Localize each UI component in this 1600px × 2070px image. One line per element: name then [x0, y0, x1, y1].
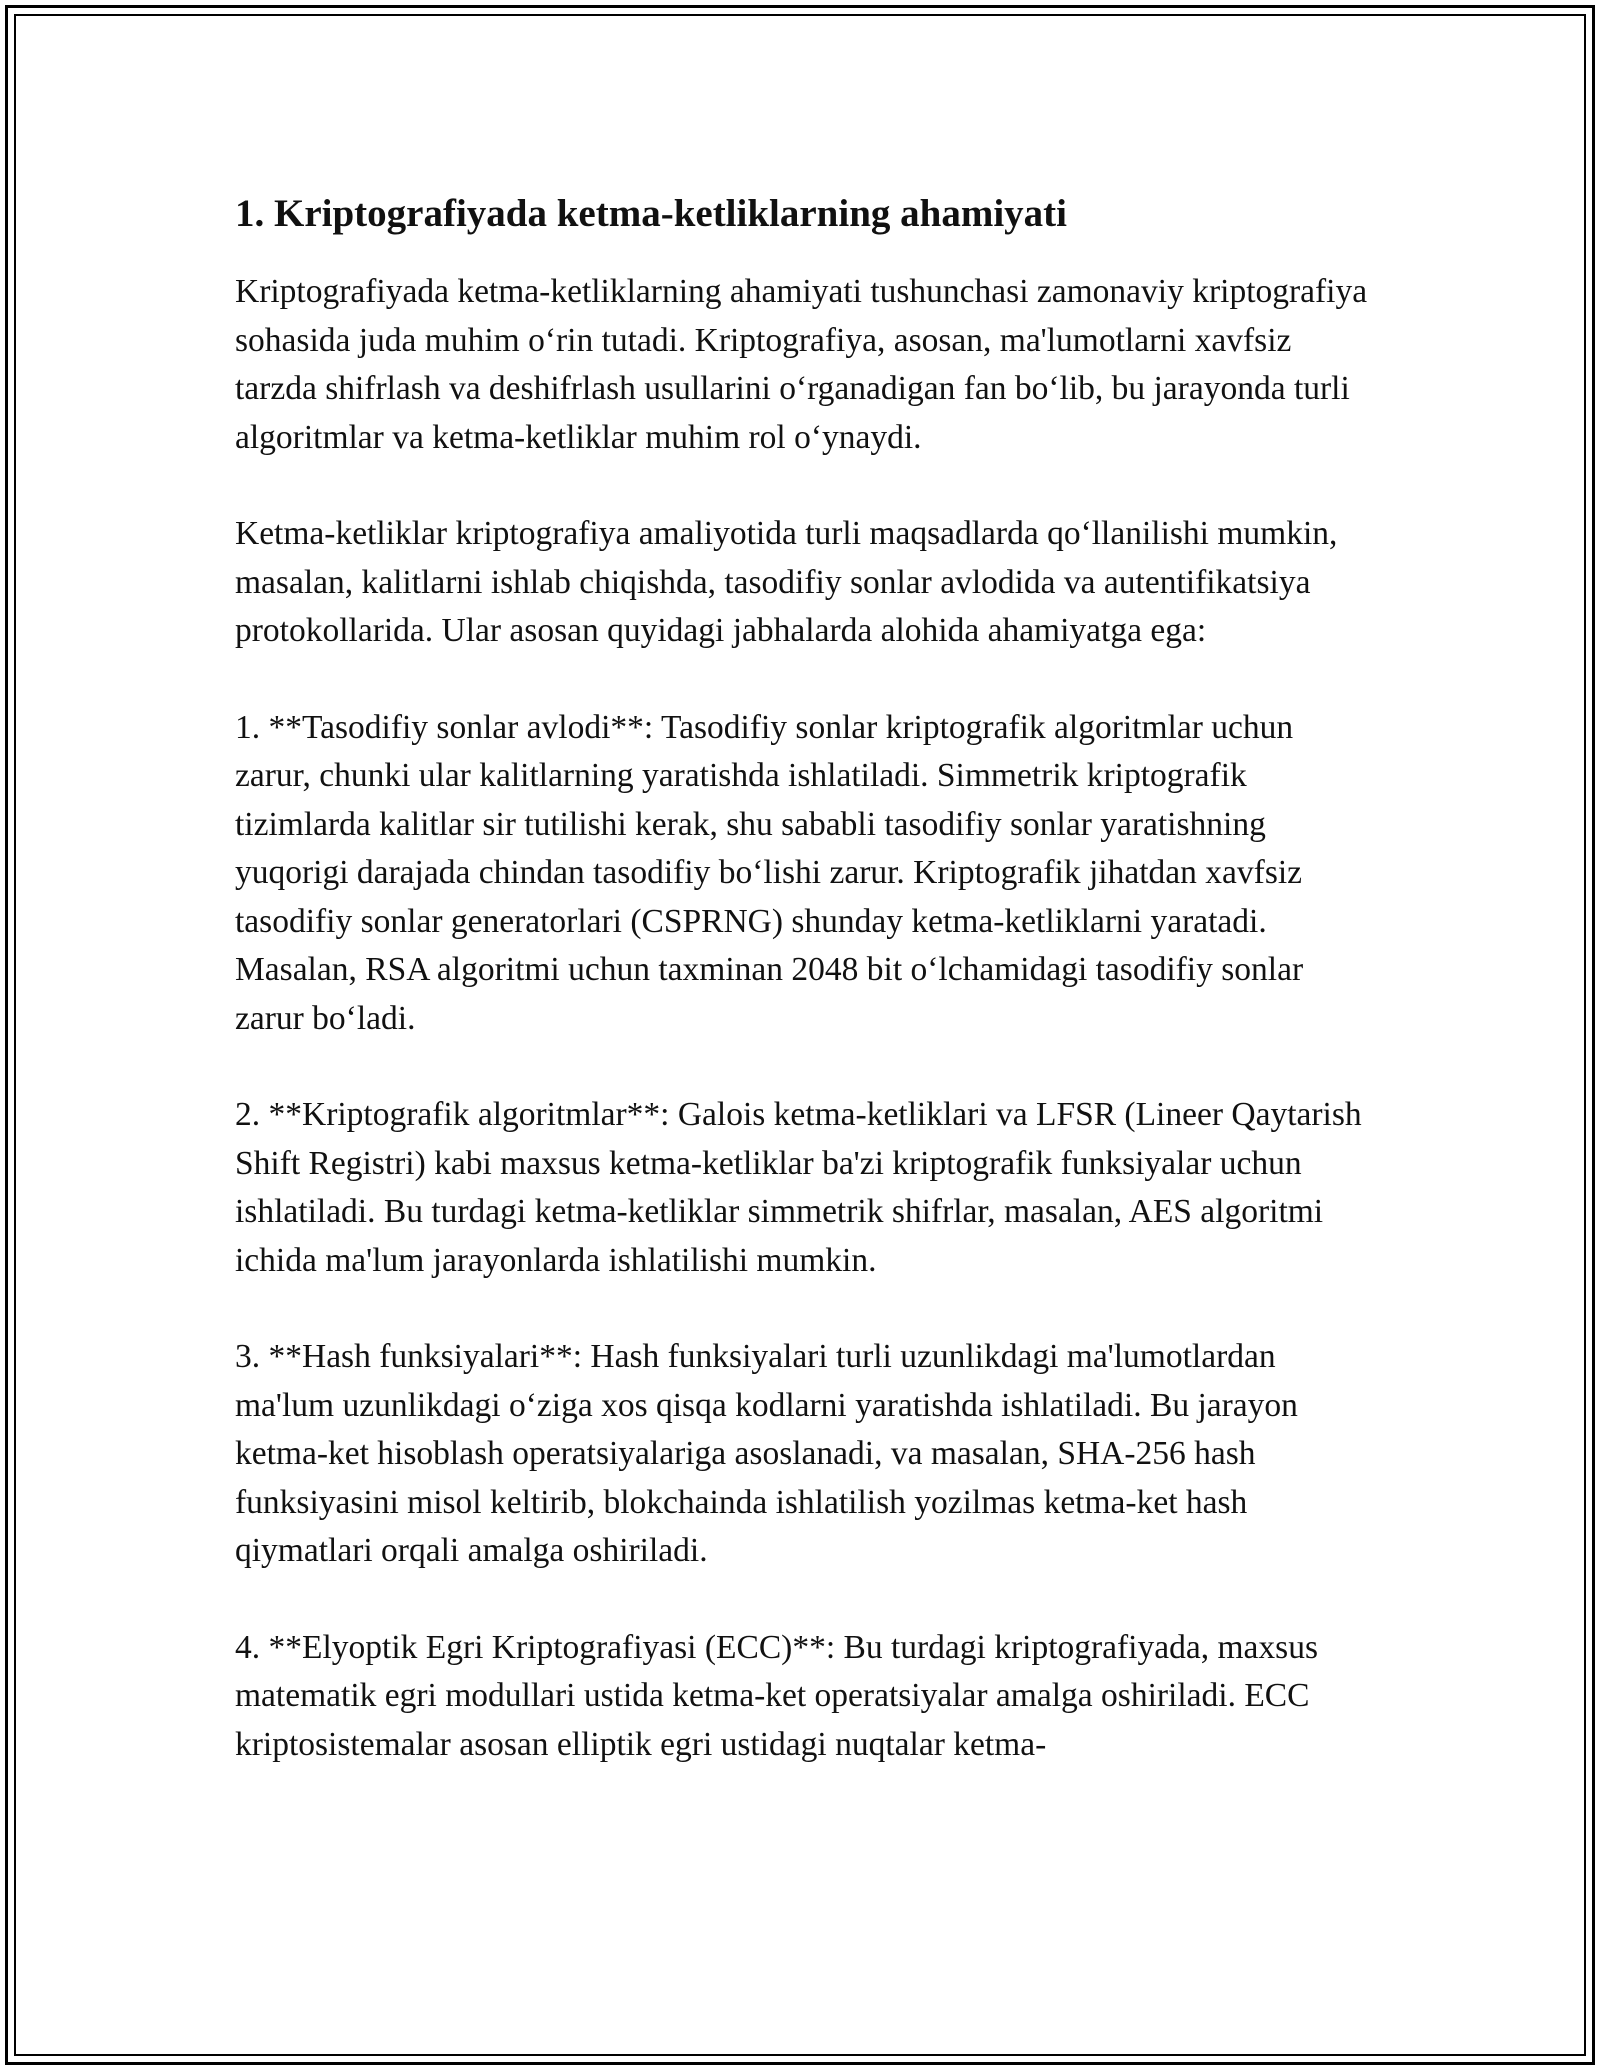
paragraph-item-random-numbers: 1. **Tasodifiy sonlar avlodi**: Tasodifiy sonlar kriptografik algoritmlar uchun zarur, chunki ular kalitlarning yaratishda ishlatiladi. Simmetrik kriptografik tizimlarda kalitlar sir tutilishi kerak, shu sababli tasodifiy sonlar yaratishning yuqorigi darajada chindan tasodifiy boʻlishi zarur. Kriptografik jihatdan xavfsiz tasodifiy sonlar generatorlari (CSPRNG) shunday ketma-ketliklarni yaratadi. Masalan, RSA algoritmi uchun taxminan 2048 bit oʻlchamidagi tasodifiy sonlar zarur boʻladi. — [235, 708, 1304, 1037]
paragraph-usage: Ketma-ketliklar kriptografiya amaliyotida turli maqsadlarda qoʻllanilishi mumkin, masalan, kalitlarni ishlab chiqishda, tasodifiy sonlar avlodida va autentifikatsiya protokollarida. Ular asosan quyidagi jabhalarda alohida ahamiyatga ega: — [235, 515, 1338, 649]
document-body — [235, 186, 1375, 1769]
paragraph-item-crypto-algorithms: 2. **Kriptografik algoritmlar**: Galois ketma-ketliklari va LFSR (Lineer Qaytarish Shift Registri) kabi maxsus ketma-ketliklar ba'zi kriptografik funksiyalar uchun ishlatiladi. Bu turdagi ketma-ketliklar simmetrik shifrlar, masalan, AES algoritmi ichida ma'lum jarayonlarda ishlatilishi mumkin. — [235, 1096, 1362, 1279]
section-heading: 1. Kriptografiyada ketma-ketliklarning ahamiyati — [235, 192, 1067, 235]
paragraph-item-ecc: 4. **Elyoptik Egri Kriptografiyasi (ECC)**: Bu turdagi kriptografiyada, maxsus matematik egri modullari ustida ketma-ket operatsiyalar amalga oshiriladi. ECC kriptosistemalar asosan elliptik egri ustidagi nuqtalar ketma- — [235, 1628, 1318, 1763]
paragraph-item-hash-functions: 3. **Hash funksiyalari**: Hash funksiyalari turli uzunlikdagi ma'lumotlardan ma'lum uzunlikdagi oʻziga xos qisqa kodlarni yaratishda ishlatiladi. Bu jarayon ketma-ket hisoblash operatsiyalariga asoslanadi, va masalan, SHA-256 hash funksiyasini misol keltirib, blokchainda ishlatilish yozilmas ketma-ket hash qiymatlari orqali amalga oshiriladi. — [235, 1338, 1298, 1569]
paragraph-intro: Kriptografiyada ketma-ketliklarning ahamiyati tushunchasi zamonaviy kriptografiya sohasida juda muhim oʻrin tutadi. Kriptografiya, asosan, ma'lumotlarni xavfsiz tarzda shifrlash va deshifrlash usullarini oʻrganadigan fan boʻlib, bu jarayonda turli algoritmlar va ketma-ketliklar muhim rol oʻynaydi. — [235, 273, 1368, 456]
